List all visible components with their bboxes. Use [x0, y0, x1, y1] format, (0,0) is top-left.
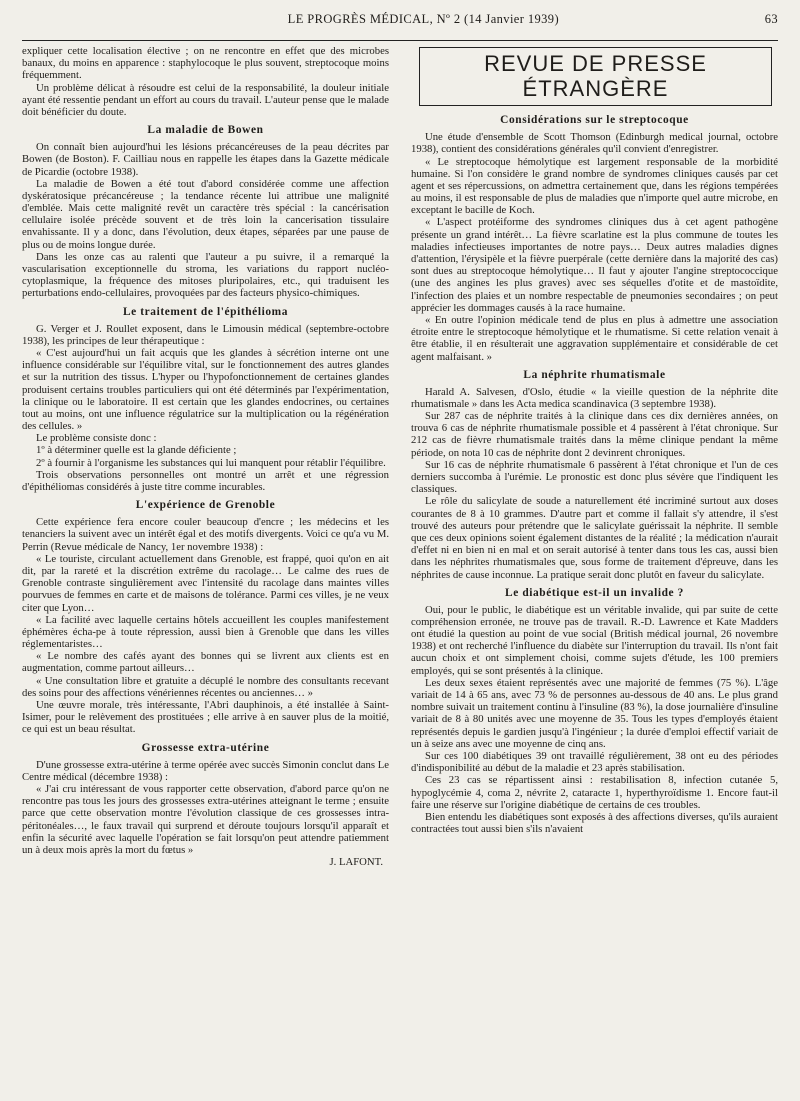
journal-header: LE PROGRÈS MÉDICAL, Nº 2 (14 Janvier 1939) — [287, 12, 560, 26]
paragraph: expliquer cette localisation élective ; on ne rencontre en effet que des microbes banaux, du moins en apparence : staphylocoque le plus souvent, streptocoque moins fréquemment. — [22, 45, 389, 82]
paragraph: D'une grossesse extra-utérine à terme opérée avec succès Simonin conclut dans Le Centre médical (décembre 1938) : — [22, 758, 389, 783]
paragraph: Ces 23 cas se répartissent ainsi : restabilisation 8, infection cutanée 5, hypoglycémie 4, coma 2, névrite 2, cataracte 1, hyperthyroïdisme 1. Encore faut-il faire une réserve sur l'origine diabétique de certains de ces troubles. — [411, 774, 778, 811]
paragraph: « Le streptocoque hémolytique est largement responsable de la morbidité humaine. Si l'on considère le grand nombre de syndromes cliniques causés par cet agent et ses répercussions, on admettra certainement que, dans les régions tempérées au moins, il est responsable de plus de maladies que n'importe quel autre microbe, en exceptant le bacille de Koch. — [411, 155, 778, 217]
paragraph: « C'est aujourd'hui un fait acquis que les glandes à sécrétion interne ont une influence considérable sur l'équilibre vital, sur le fonctionnement des autres glandes et sur la nutrition des tissus. L'hyper ou l'hypofonctionnement de certaines glandes produisent certains troubles particuliers qui ont été déterminés par l'expérimentation, la clinique ou le laboratoire. Il est certain que les glandes endocrines, ou certaines tout au moins, ont une influence régulatrice sur la multiplication ou la régénération des cellules. » — [22, 346, 389, 433]
paragraph: Sur ces 100 diabétiques 39 ont travaillé régulièrement, 38 ont eu des périodes d'indisponibilité au début de la maladie et 23 après stabilisation. — [411, 749, 778, 775]
paragraph: « La facilité avec laquelle certains hôtels accueillent les couples manifestement éphémères écha-pe à toute répression, aussi bien à Grenoble que dans les villes réglementaristes… — [22, 613, 389, 651]
paragraph: « Une consultation libre et gratuite a décuplé le nombre des consultants recevant des soins pour des affections vénériennes récentes ou anciennes… » — [22, 674, 389, 699]
section-heading: Le diabétique est-il un invalide ? — [505, 586, 684, 599]
right-column — [411, 45, 778, 868]
section-heading: Le traitement de l'épithélioma — [122, 305, 289, 318]
paragraph: Une œuvre morale, très intéressante, l'Abri dauphinois, a été installée à Saint-Isimer, pour le relèvement des prostituées ; elle arrive à en sauver plus de la moitié, ce qui est un beau résultat. — [22, 699, 389, 736]
paragraph: Harald A. Salvesen, d'Oslo, étudie « la vieille question de la néphrite dite rhumatismale » dans les Acta medica scandinavica (3 septembre 1938). — [411, 385, 778, 410]
paragraph: « Le nombre des cafés ayant des bonnes qui se livrent aux clients est en augmentation, comme partout ailleurs… — [22, 650, 389, 675]
running-head — [22, 12, 778, 34]
paragraph: Dans les onze cas au ralenti que l'auteur a pu suivre, il a remarqué la vascularisation exceptionnelle du stroma, les variations du rapport nucléo-cytoplasmique, la fréquence des mitoses pluripolaires, etc., qui traduisent les perturbations endo-cellulaires, provoquées par des facteurs physico-chimiques. — [22, 250, 389, 300]
paragraph: On connaît bien aujourd'hui les lésions précancéreuses de la peau décrites par Bowen (de Boston). F. Cailliau nous en rappelle les étapes dans la Gazette médicale de Picardie (octobre 1938). — [22, 141, 389, 178]
paragraph: Un problème délicat à résoudre est celui de la responsabilité, la douleur initiale ayant été ressentie pendant un effort au cours du travail. L'auteur pense que le malade doit bénéficier du doute. — [22, 81, 389, 118]
paragraph: Cette expérience fera encore couler beaucoup d'encre ; les médecins et les tenanciers la suivent avec un intérêt égal et des motifs divergents. Voici ce qu'a vu M. Perrin (Revue médicale de Nancy, 1er novembre 1938) : — [22, 516, 389, 553]
paragraph: La maladie de Bowen a été tout d'abord considérée comme une affection dyskératosique précancéreuse ; la tendance récente lui attribue une malignité d'emblée. Mais cette malignité revêt un caractère très spécial : la cancérisation cellulaire isolée précède souvent et de très loin la cancerisation tissulaire envahissante. Il y a donc, dans l'évolution, deux étapes, séparées par une pause de plus ou de moins longue durée. — [22, 177, 389, 251]
left-column — [22, 45, 389, 868]
paragraph: Sur 16 cas de néphrite rhumatismale 6 passèrent à l'état chronique et l'un de ces derniers succomba à l'urémie. Le pronostic est donc plus sévère que l'indiquent les classiques. — [411, 458, 778, 496]
section-heading: Considérations sur le streptocoque — [500, 114, 689, 127]
paragraph: « En outre l'opinion médicale tend de plus en plus à admettre une association étroite entre le streptocoque hémolytique et le rhumatisme. Si cette relation venait à être établie, il en résulterait une aggravation supplémentaire et considérable de cet agent malfaisant. » — [411, 313, 778, 363]
section-heading: Grossesse extra-utérine — [141, 741, 270, 754]
paragraph: « J'ai cru intéressant de vous rapporter cette observation, d'abord parce qu'on ne rencontre pas tous les jours des grossesses extra-utérines atteignant le terme ; ensuite parce que cette observation montre l'évolution classique de ces grossesses intra-péritonéales…, le faux travail qui surprend et déroute toujours lorsqu'il apparaît et enfin la sécurité avec laquelle l'opération se fait lorsqu'on peut attendre patiemment un à deux mois après la mort du fœtus » — [22, 782, 389, 856]
paragraph: Le problème consiste donc : — [36, 432, 157, 445]
paragraph: Les deux sexes étaient représentés avec une majorité de femmes (75 %). L'âge variait de 14 à 65 ans, avec 73 % de personnes au-dessous de 40 ans. Le plus grand nombre suivait un traitement continu à l'insuline (83 %), la dose journalière d'insuline variait de 8 à 80 unités avec une moyenne de 35. Tous les types d'employés étaient représentés depuis le gardien jusqu'à l'ingénieur ; la durée d'emploi effectif variait de un à seize ans avec une moyenne de cinq ans. — [411, 676, 778, 750]
paragraph: « Le touriste, circulant actuellement dans Grenoble, est frappé, quoi qu'on en ait dit, par la rareté et la discrétion extrême du racolage… Le calme des rues de Grenoble contraste singulièrement avec l'intensité du racolage dans maintes villes pourvues de femmes en carte et de maisons de tolérance. Parmi ces villes, je ne veux citer que Lyon… — [22, 552, 389, 614]
paragraph: G. Verger et J. Roullet exposent, dans le Limousin médical (septembre-octobre 1938), les principes de leur thérapeutique : — [22, 322, 389, 347]
paragraph: 1º à déterminer quelle est la glande déficiente ; — [36, 444, 237, 457]
paragraph: « L'aspect protéiforme des syndromes cliniques dus à cet agent pathogène présente un grand intérêt… La fièvre scarlatine est la plus commune de toutes les maladies infectieuses importantes de notre pays… Deux autres maladies dignes d'attention, l'érysipèle et la fièvre puerpérale (cette dernière dans la majorité des cas) sont dues au streptocoque hémolytique… Il faut y ajouter l'angine streptococcique (une des angines les plus graves) avec ses séquelles d'otite et de mastoïdite, l'infection des plaies et un nombre respectable de pneumonies secondaires ; on peut apprécier les dommages causés à la race humaine. — [411, 216, 778, 314]
paragraph: Oui, pour le public, le diabétique est un véritable invalide, qui par suite de cette compréhension erronée, ne trouve pas de travail. R.-D. Lawrence et Kate Madders ont étudié la question au point de vue social (British médical journal, 26 novembre 1938) et ont recherché l'influence du diabète sur l'interruption du travail. Ils n'ont fait aucun choix et ont simplement choisi, comme sujets d'étude, les 100 premiers employés, qui se sont présentés à la clinique. — [411, 603, 778, 677]
paragraph: Trois observations personnelles ont montré un arrêt et une régression d'épithéliomas considérés à juste titre comme incurables. — [22, 468, 389, 493]
header-rule — [22, 40, 778, 41]
section-heading: La maladie de Bowen — [147, 124, 264, 137]
signature-line — [22, 856, 389, 868]
paragraph: Bien entendu les diabétiques sont exposés à des affections diverses, qu'ils auraient contractées tout aussi bien s'ils n'avaient — [411, 810, 778, 836]
paragraph: Sur 287 cas de néphrite traités à la clinique dans ces dix dernières années, on trouva 6 cas de néphrite rhumatismale possible et 4 passèrent à l'état chronique. Sur 212 cas de fièvre rhumatismale traités dans la même clinique pendant la même période, on nota 10 cas de néphrite dont 2 devinrent chroniques. — [411, 410, 778, 459]
paragraph: Le rôle du salicylate de soude a naturellement été incriminé surtout aux doses courantes de 8 à 10 grammes. D'autre part et comme il fallait s'y attendre, il s'est trouvé des auteurs pour prétendre que le salicylate guérissait la néphrite. Il semble que ces deux opinions soient également distantes de la réalité ; la médication n'aurait d'effet ni en bien ni en mal et on serait autorisé à tenter dans tous les cas, aussi bien dans les néphrites rhumatismales que, sous forme de traitement d'épreuve, dans les néphrites de cause inconnue. La pratique serait donc plutôt en faveur du salicylate. — [411, 495, 778, 581]
page-number: 63 — [764, 12, 778, 26]
columns — [22, 45, 778, 868]
section-heading: La néphrite rhumatismale — [523, 368, 666, 381]
paragraph: 2º à fournir à l'organisme les substances qui lui manquent pour rétablir l'équilibre. — [36, 456, 386, 469]
section-heading: L'expérience de Grenoble — [135, 499, 276, 512]
author-signature: J. LAFONT. — [329, 856, 383, 869]
review-title-box: REVUE DE PRESSE ÉTRANGÈRE — [419, 47, 772, 106]
paragraph: Une étude d'ensemble de Scott Thomson (Edinburgh medical journal, octobre 1938), contient des considérations générales qu'il convient d'enregistrer. — [411, 131, 778, 156]
